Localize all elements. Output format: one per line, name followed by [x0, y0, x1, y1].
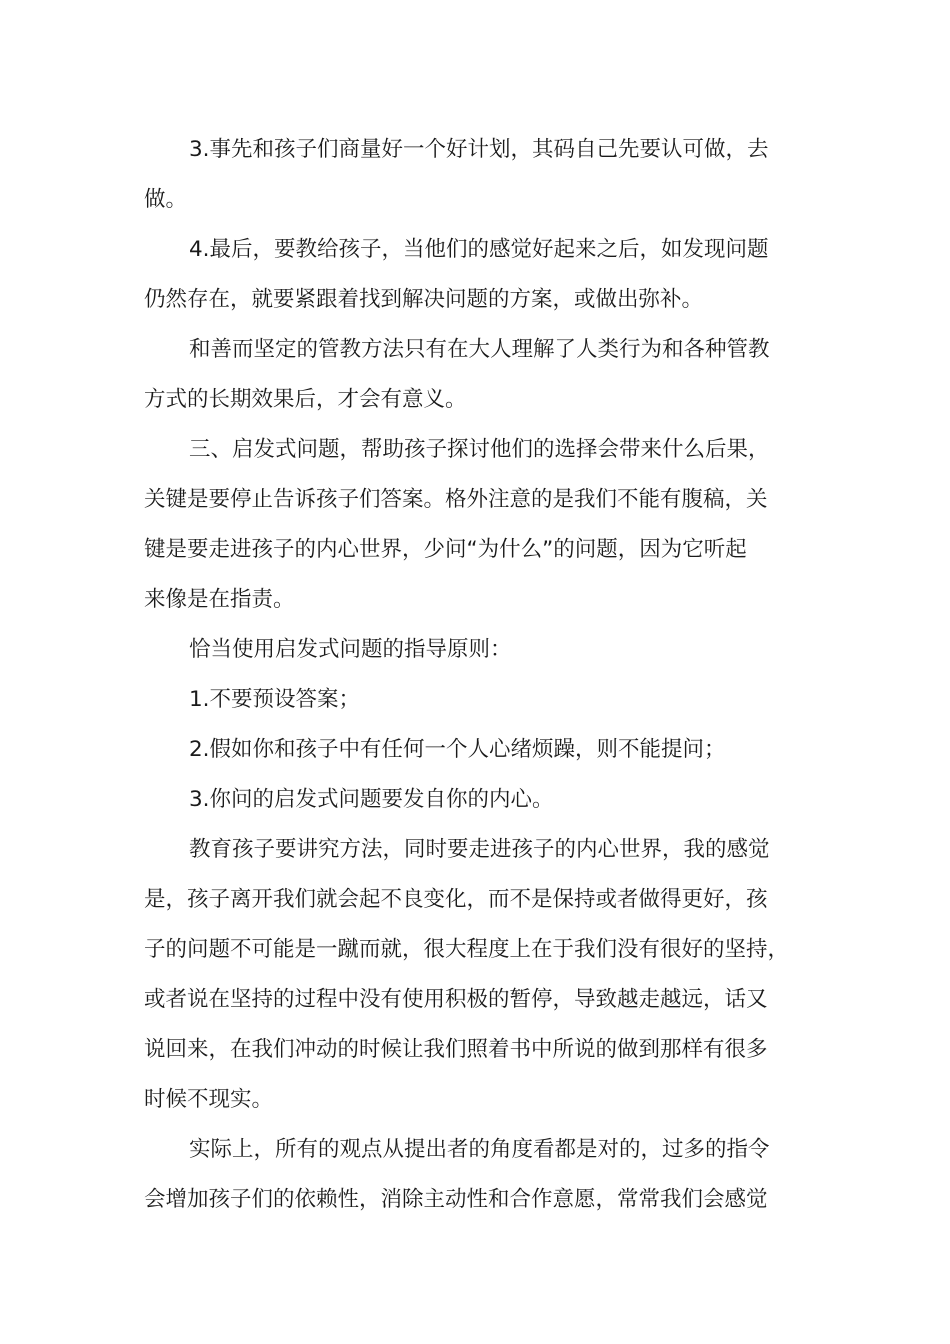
- text-line: 子的问题不可能是一蹴而就，很大程度上在于我们没有很好的坚持，: [144, 937, 790, 962]
- text-line: 关键是要停止告诉孩子们答案。格外注意的是我们不能有腹稿，关: [144, 487, 768, 512]
- text-line: 1.不要预设答案；: [189, 687, 361, 712]
- text-line: 或者说在坚持的过程中没有使用积极的暂停，导致越走越远，话又: [144, 987, 768, 1012]
- text-line: 键是要走进孩子的内心世界，少问“为什么”的问题，因为它听起: [144, 537, 747, 562]
- text-line: 实际上，所有的观点从提出者的角度看都是对的，过多的指令: [189, 1137, 770, 1162]
- text-line: 4.最后，要教给孩子，当他们的感觉好起来之后，如发现问题: [189, 237, 769, 262]
- text-line: 做。: [144, 187, 188, 212]
- text-line: 来像是在指责。: [144, 587, 295, 612]
- text-line: 恰当使用启发式问题的指导原则：: [189, 637, 512, 662]
- text-line: 是，孩子离开我们就会起不良变化，而不是保持或者做得更好，孩: [144, 887, 768, 912]
- text-line: 教育孩子要讲究方法，同时要走进孩子的内心世界，我的感觉: [189, 837, 770, 862]
- text-line: 仍然存在，就要紧跟着找到解决问题的方案，或做出弥补。: [144, 287, 704, 312]
- text-line: 说回来，在我们冲动的时候让我们照着书中所说的做到那样有很多: [144, 1037, 768, 1062]
- text-line: 和善而坚定的管教方法只有在大人理解了人类行为和各种管教: [189, 337, 770, 362]
- text-line: 2.假如你和孩子中有任何一个人心绪烦躁，则不能提问；: [189, 737, 726, 762]
- text-line: 时候不现实。: [144, 1087, 274, 1112]
- text-line: 方式的长期效果后，才会有意义。: [144, 387, 467, 412]
- text-line: 三、启发式问题，帮助孩子探讨他们的选择会带来什么后果，: [189, 437, 770, 462]
- text-line: 3.你问的启发式问题要发自你的内心。: [189, 787, 554, 812]
- text-line: 3.事先和孩子们商量好一个好计划，其码自己先要认可做，去: [189, 137, 769, 162]
- text-line: 会增加孩子们的依赖性，消除主动性和合作意愿，常常我们会感觉: [144, 1187, 768, 1212]
